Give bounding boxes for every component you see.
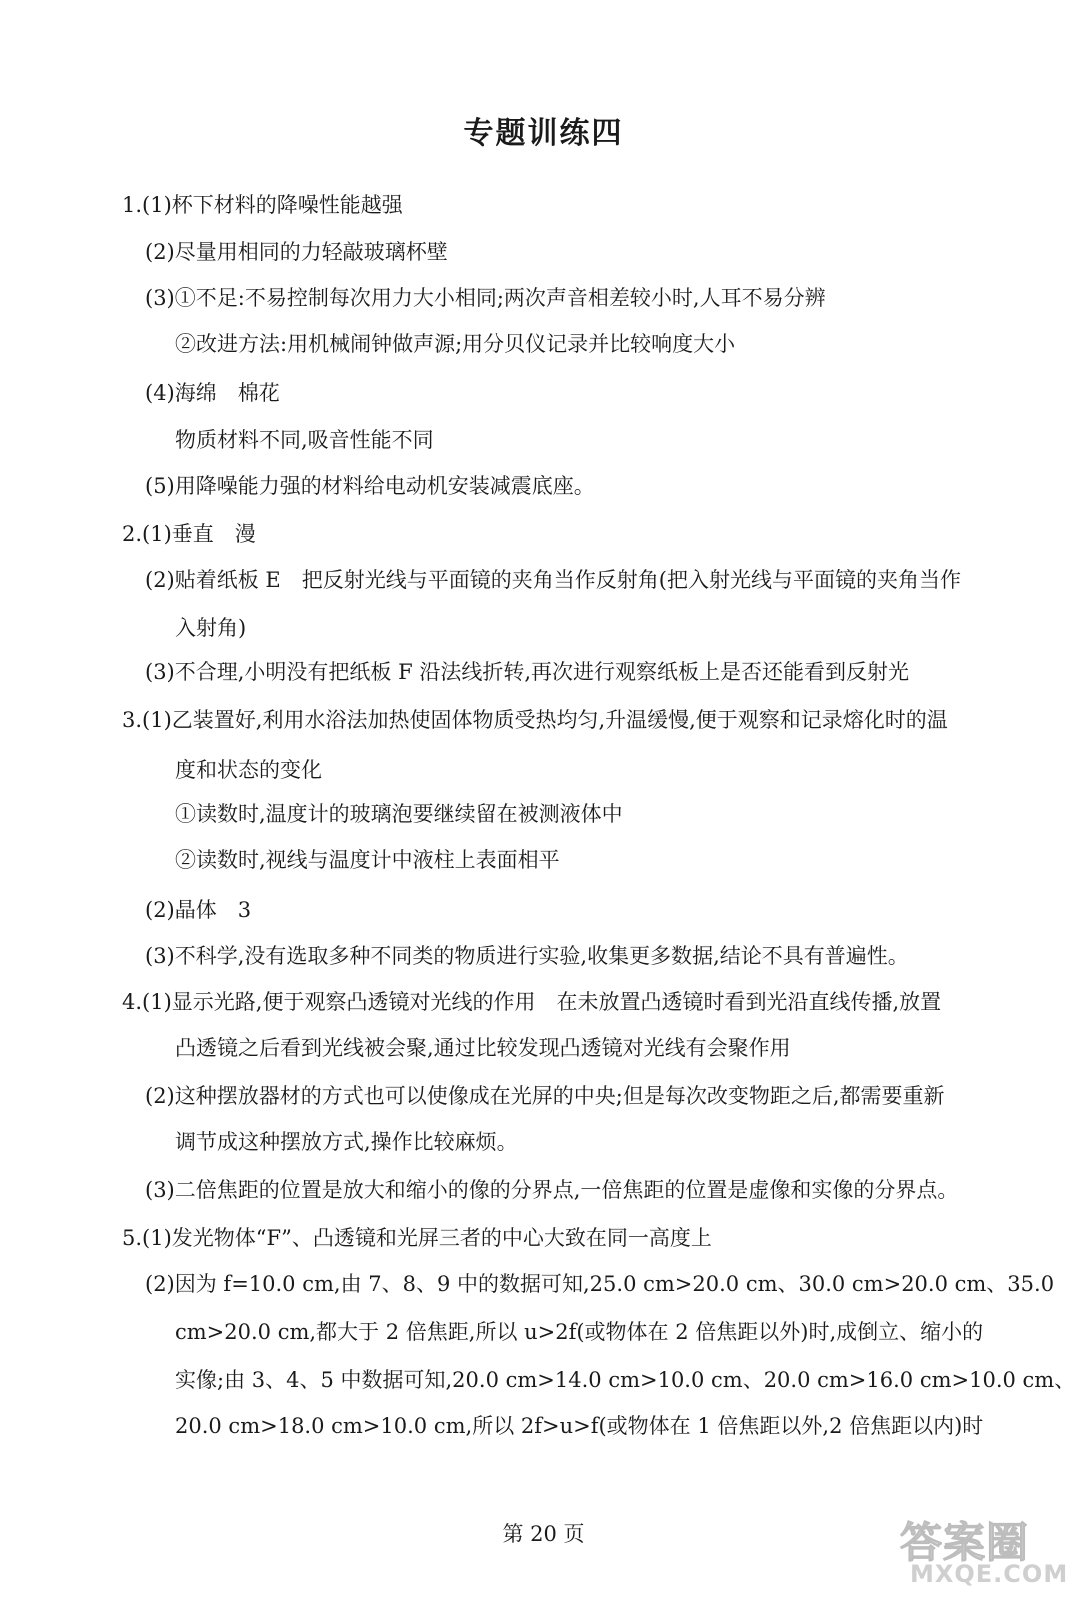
answer-line: ①读数时,温度计的玻璃泡要继续留在被测液体中 bbox=[175, 802, 623, 826]
answer-line: 1.(1)杯下材料的降噪性能越强 bbox=[122, 193, 403, 217]
answer-line: (2)贴着纸板 E 把反射光线与平面镜的夹角当作反射角(把入射光线与平面镜的夹角当作 bbox=[145, 568, 961, 592]
answer-line: ②读数时,视线与温度计中液柱上表面相平 bbox=[175, 848, 560, 872]
answer-line: 20.0 cm>18.0 cm>10.0 cm,所以 2f>u>f(或物体在 1 倍焦距以外,2 倍焦距以内)时 bbox=[175, 1414, 984, 1438]
watermark-sub-text: MXQE.COM bbox=[910, 1560, 1069, 1588]
answer-line: 5.(1)发光物体“F”、凸透镜和光屏三者的中心大致在同一高度上 bbox=[122, 1226, 712, 1250]
answer-line: (5)用降噪能力强的材料给电动机安装减震底座。 bbox=[145, 474, 595, 498]
answer-line: (2)因为 f=10.0 cm,由 7、8、9 中的数据可知,25.0 cm>20.0 cm、30.0 cm>20.0 cm、35.0 bbox=[145, 1272, 1055, 1296]
answer-line: cm>20.0 cm,都大于 2 倍焦距,所以 u>2f(或物体在 2 倍焦距以外)时,成倒立、缩小的 bbox=[175, 1320, 984, 1344]
answer-line: (2)尽量用相同的力轻敲玻璃杯壁 bbox=[145, 240, 448, 264]
watermark-main-text: 答案圈 bbox=[900, 1518, 1030, 1567]
answer-line: 2.(1)垂直 漫 bbox=[122, 522, 256, 546]
answer-line: 3.(1)乙装置好,利用水浴法加热使固体物质受热均匀,升温缓慢,便于观察和记录熔化时的温 bbox=[122, 708, 948, 732]
answer-line: (3)二倍焦距的位置是放大和缩小的像的分界点,一倍焦距的位置是虚像和实像的分界点。 bbox=[145, 1178, 959, 1202]
answer-line: (2)晶体 3 bbox=[145, 898, 252, 922]
answer-line: (3)不科学,没有选取多种不同类的物质进行实验,收集更多数据,结论不具有普遍性。 bbox=[145, 944, 909, 968]
answer-line: 凸透镜之后看到光线被会聚,通过比较发现凸透镜对光线有会聚作用 bbox=[175, 1036, 791, 1060]
answer-line: 实像;由 3、4、5 中数据可知,20.0 cm>14.0 cm>10.0 cm、20.0 cm>16.0 cm>10.0 cm、 bbox=[175, 1368, 1076, 1392]
answer-line: 物质材料不同,吸音性能不同 bbox=[175, 428, 434, 452]
page-number: 第 20 页 bbox=[502, 1522, 585, 1546]
answer-line: 入射角) bbox=[175, 616, 247, 640]
answer-line: (3)①不足:不易控制每次用力大小相同;两次声音相差较小时,人耳不易分辨 bbox=[145, 286, 826, 310]
answer-line: (2)这种摆放器材的方式也可以使像成在光屏的中央;但是每次改变物距之后,都需要重新 bbox=[145, 1084, 945, 1108]
answer-line: (3)不合理,小明没有把纸板 F 沿法线折转,再次进行观察纸板上是否还能看到反射光 bbox=[145, 660, 910, 684]
page-title: 专题训练四 bbox=[463, 116, 624, 151]
answer-line: 调节成这种摆放方式,操作比较麻烦。 bbox=[175, 1130, 518, 1154]
answer-line: 4.(1)显示光路,便于观察凸透镜对光线的作用 在未放置凸透镜时看到光沿直线传播,放置 bbox=[122, 990, 942, 1014]
answer-line: ②改进方法:用机械闹钟做声源;用分贝仪记录并比较响度大小 bbox=[175, 332, 736, 356]
watermark-logo bbox=[900, 1510, 1075, 1592]
answer-line: 度和状态的变化 bbox=[175, 758, 322, 782]
answer-line: (4)海绵 棉花 bbox=[145, 381, 280, 405]
